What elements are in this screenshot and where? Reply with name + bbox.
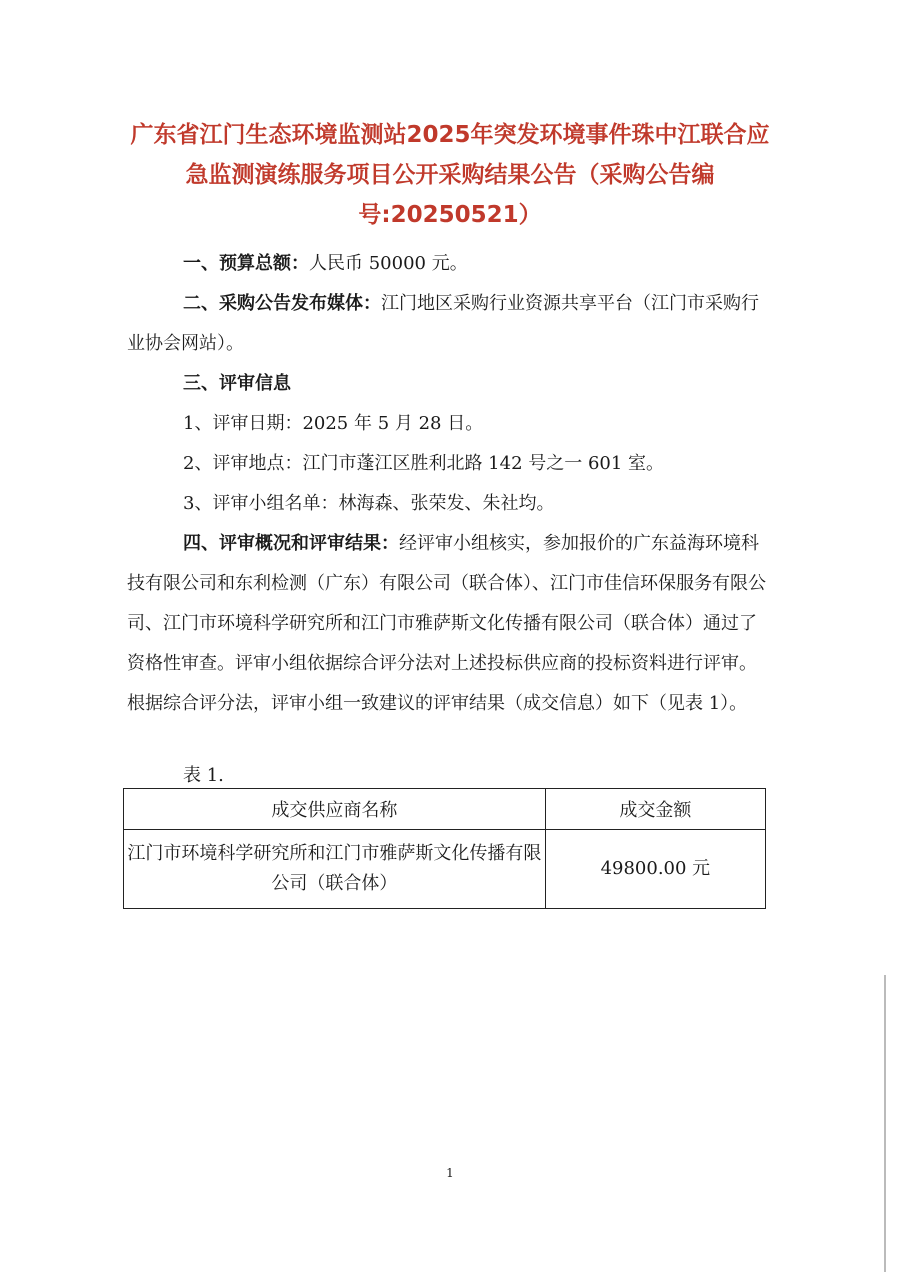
media-line <box>127 284 767 364</box>
page-number: 1 <box>446 1166 454 1180</box>
document-title: 广东省江门生态环境监测站2025年突发环境事件珠中江联合应急监测演练服务项目公开采购结果公告（采购公告编号:20250521） <box>130 122 770 229</box>
review-date: 1、评审日期：2025 年 5 月 28 日。 <box>183 413 484 434</box>
table-row <box>124 830 766 909</box>
summary-label: 四、评审概况和评审结果： <box>183 533 399 554</box>
table-header-supplier: 成交供应商名称 <box>124 789 546 830</box>
result-table <box>123 788 766 909</box>
budget-line <box>127 244 767 284</box>
summary-text: 经评审小组核实，参加报价的广东益海环境科技有限公司和东利检测（广东）有限公司（联合体）、江门市佳信环保服务有限公司、江门市环境科学研究所和江门市雅萨斯文化传播有限公司（联合体）通过了资格性审查。评审小组依据综合评分法对上述投标供应商的投标资料进行评审。根据综合评分法，评审小组一致建议的评审结果（成交信息）如下（见表 1）。 <box>127 533 766 714</box>
table-cell-amount: 49800.00 元 <box>545 830 765 909</box>
scan-edge-line <box>884 975 886 1272</box>
table-label: 表 1. <box>183 765 224 786</box>
media-value: 江门地区采购行业资源共享平台（江门市采购行业协会网站）。 <box>127 293 759 354</box>
media-label: 二、采购公告发布媒体： <box>183 293 381 314</box>
summary-paragraph <box>127 524 767 724</box>
table-cell-supplier: 江门市环境科学研究所和江门市雅萨斯文化传播有限公司（联合体） <box>124 830 546 909</box>
table-header-row <box>124 789 766 830</box>
table-header-amount: 成交金额 <box>545 789 765 830</box>
review-info-heading: 三、评审信息 <box>183 373 291 394</box>
review-location: 2、评审地点：江门市蓬江区胜利北路 142 号之一 601 室。 <box>183 453 665 474</box>
budget-label: 一、预算总额： <box>183 253 309 274</box>
budget-value: 人民币 50000 元。 <box>309 253 468 274</box>
review-panel: 3、评审小组名单：林海森、张荣发、朱社均。 <box>183 493 555 514</box>
